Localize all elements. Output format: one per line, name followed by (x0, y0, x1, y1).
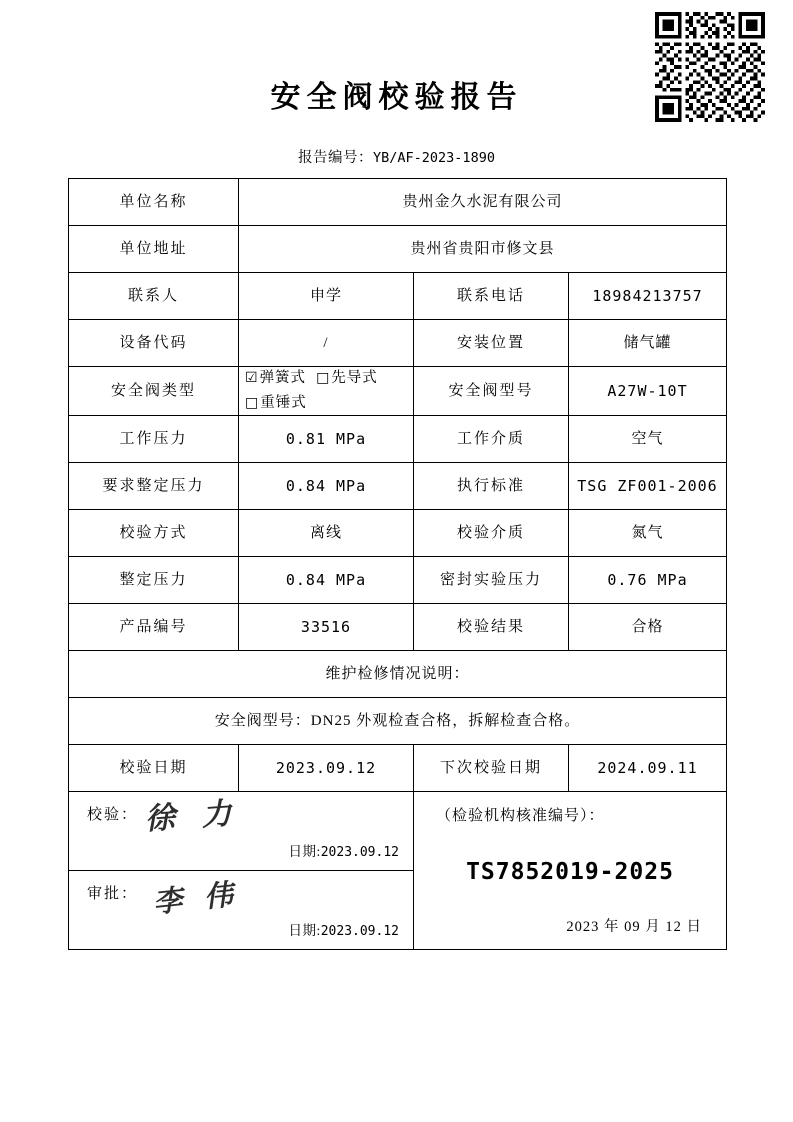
set-pressure-label: 整定压力 (69, 557, 239, 604)
contact-label: 联系人 (69, 273, 239, 320)
checker-signature-cell (69, 792, 414, 871)
phone-value: 18984213757 (569, 273, 727, 320)
table-row (69, 698, 727, 745)
table-row (69, 273, 727, 320)
seal-pressure-label: 密封实验压力 (414, 557, 569, 604)
table-row (69, 320, 727, 367)
standard-label: 执行标准 (414, 463, 569, 510)
report-number-label: 报告编号： (298, 150, 374, 166)
table-row (69, 179, 727, 226)
certificate-cell (414, 792, 727, 950)
company-label: 单位名称 (69, 179, 239, 226)
required-set-pressure-label: 要求整定压力 (69, 463, 239, 510)
approver-signature: 李 伟 (151, 876, 241, 920)
device-code-label: 设备代码 (69, 320, 239, 367)
phone-label: 联系电话 (414, 273, 569, 320)
table-row (69, 604, 727, 651)
valve-type-option-pilot[interactable] (316, 367, 378, 390)
result-value: 合格 (569, 604, 727, 651)
approver-date (288, 921, 399, 942)
set-pressure-value: 0.84 MPa (239, 557, 414, 604)
required-set-pressure-value: 0.84 MPa (239, 463, 414, 510)
valve-type-label: 安全阀类型 (69, 367, 239, 416)
model-label: 安全阀型号 (414, 367, 569, 416)
checker-date-value: 2023.09.12 (320, 844, 399, 860)
table-row (69, 651, 727, 698)
work-pressure-label: 工作压力 (69, 416, 239, 463)
test-method-label: 校验方式 (69, 510, 239, 557)
table-row (69, 416, 727, 463)
medium-value: 空气 (569, 416, 727, 463)
valve-type-option-spring[interactable] (245, 367, 306, 390)
standard-value: TSG ZF001-2006 (569, 463, 727, 510)
medium-label: 工作介质 (414, 416, 569, 463)
model-value: A27W-10T (569, 367, 727, 416)
maintenance-title: 维护检修情况说明： (69, 651, 727, 698)
checker-date-label: 日期: (288, 843, 321, 859)
certificate-number: TS7852019-2025 (466, 858, 674, 885)
table-row (69, 792, 727, 871)
valve-type-option-weight[interactable] (245, 392, 307, 415)
valve-type-option-weight-label: 重锤式 (260, 395, 307, 412)
test-medium-label: 校验介质 (414, 510, 569, 557)
approver-label: 审批： (87, 886, 139, 903)
product-no-label: 产品编号 (69, 604, 239, 651)
report-table (68, 178, 727, 950)
certificate-title: （检验机构核准编号）： (436, 807, 605, 824)
report-number-value: YB/AF-2023-1890 (373, 150, 495, 166)
table-row (69, 557, 727, 604)
contact-value: 申学 (239, 273, 414, 320)
table-row (69, 226, 727, 273)
table-row (69, 745, 727, 792)
table-row (69, 463, 727, 510)
report-number (0, 146, 793, 167)
install-position-value: 储气罐 (569, 320, 727, 367)
seal-pressure-value: 0.76 MPa (569, 557, 727, 604)
next-test-date-label: 下次校验日期 (414, 745, 569, 792)
company-value: 贵州金久水泥有限公司 (239, 179, 727, 226)
test-date-value: 2023.09.12 (239, 745, 414, 792)
certificate-date: 2023 年 09 月 12 日 (566, 919, 702, 936)
approver-date-value: 2023.09.12 (320, 923, 399, 939)
device-code-value: / (239, 320, 414, 367)
install-position-label: 安装位置 (414, 320, 569, 367)
table-row (69, 510, 727, 557)
approver-date-label: 日期: (288, 922, 321, 938)
result-label: 校验结果 (414, 604, 569, 651)
test-medium-value: 氮气 (569, 510, 727, 557)
checkbox-unchecked-icon: □ (316, 370, 331, 386)
test-method-value: 离线 (239, 510, 414, 557)
checkbox-checked-icon: ☑ (245, 370, 259, 386)
checker-signature: 徐 力 (143, 796, 241, 838)
address-value: 贵州省贵阳市修文县 (239, 226, 727, 273)
approver-signature-cell (69, 871, 414, 950)
page-title: 安全阀校验报告 (270, 81, 523, 114)
product-no-value: 33516 (239, 604, 414, 651)
maintenance-text: 安全阀型号：DN25 外观检查合格，拆解检查合格。 (69, 698, 727, 745)
checker-label: 校验： (87, 807, 139, 824)
valve-type-option-spring-label: 弹簧式 (259, 370, 307, 386)
checker-date (288, 842, 399, 863)
next-test-date-value: 2024.09.11 (569, 745, 727, 792)
work-pressure-value: 0.81 MPa (239, 416, 414, 463)
checkbox-unchecked-icon: □ (245, 395, 260, 412)
address-label: 单位地址 (69, 226, 239, 273)
table-row (69, 367, 727, 416)
valve-type-options (239, 367, 414, 416)
test-date-label: 校验日期 (69, 745, 239, 792)
valve-type-option-pilot-label: 先导式 (331, 370, 378, 386)
